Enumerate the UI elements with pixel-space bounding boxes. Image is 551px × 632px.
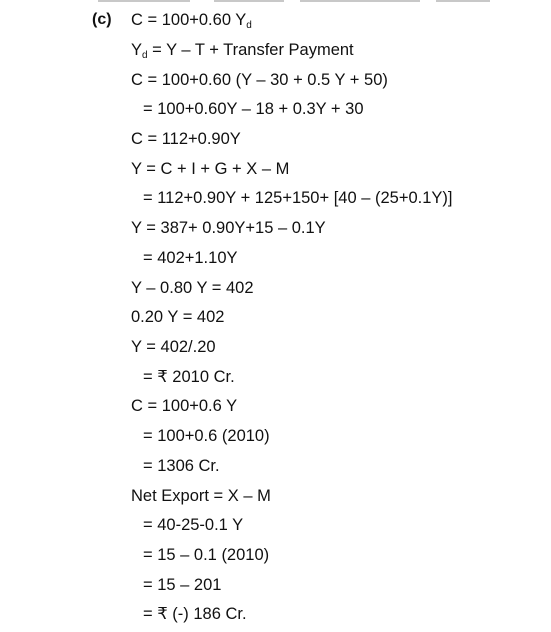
equation-line: 0.20 Y = 402: [131, 308, 225, 326]
equation-line: Y = 387+ 0.90Y+15 – 0.1Y: [131, 219, 326, 237]
equation-line: $Y_d = Y - T$ + Transfer Payment: [131, 41, 354, 61]
equation-line: Y = 402/.20: [131, 338, 216, 356]
part-label: (c): [92, 11, 112, 28]
equation-line: = 15 – 201: [143, 576, 222, 594]
equation-line: C = 100+0.60 $Y_d$: [131, 11, 252, 31]
equation-line: = 15 – 0.1 (2010): [143, 546, 270, 564]
equation-line: C = 100+0.6 Y: [131, 397, 238, 415]
equation-line: Y – 0.80 Y = 402: [131, 279, 254, 297]
equation-line: = 40-25-0.1 Y: [143, 516, 244, 534]
equation-line: = ₹ 2010 Cr.: [143, 368, 235, 386]
equation-line: = 100+0.6 (2010): [143, 427, 270, 445]
equation-line: Net Export = X – M: [131, 487, 271, 505]
equation-line: C = 100+0.60 (Y – 30 + 0.5 Y + 50): [131, 71, 388, 89]
equation-line: = 402+1.10Y: [143, 249, 238, 267]
equation-line: C = 112+0.90Y: [131, 130, 241, 148]
equation-line: = 112+0.90Y + 125+150+ [40 – (25+0.1Y)]: [143, 189, 453, 207]
equation-line: = 100+0.60Y – 18 + 0.3Y + 30: [143, 100, 364, 118]
equation-line: = 1306 Cr.: [143, 457, 220, 475]
cropped-previous-line: [0, 0, 551, 3]
equation-line: = ₹ (-) 186 Cr.: [143, 605, 247, 623]
equation-line: Y = C + I + G + X – M: [131, 160, 290, 178]
